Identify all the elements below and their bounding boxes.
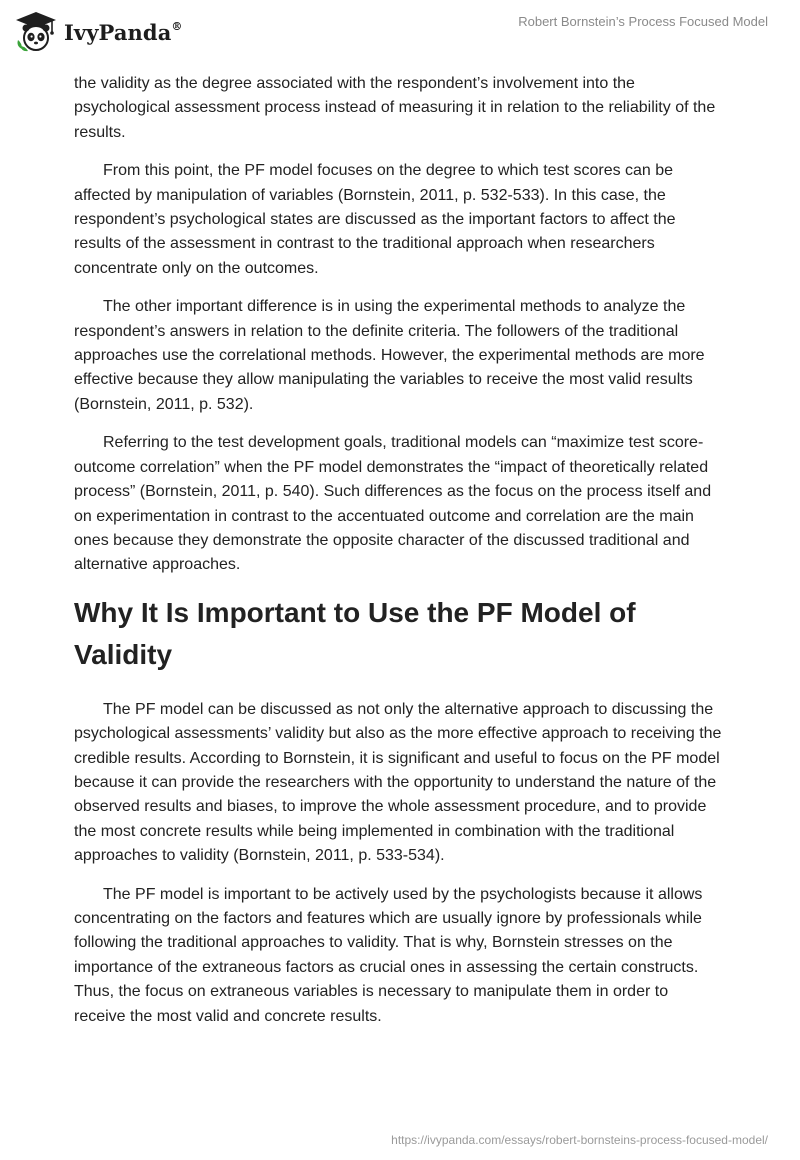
paragraph: Referring to the test development goals, traditional models can “maximize test score-outcome correlation” when the PF model demonstrates the “impact of theoretically related process” (Bornstein, 2011, p. 540). Such differences as the focus on the process itself and on experimentation in contrast to the accentuated outcome and correlation are the main ones because they demonstrate the opposite character of the discussed traditional and alternative approaches. — [74, 434, 712, 574]
section-heading: Why It Is Important to Use the PF Model of Validity — [74, 596, 636, 670]
paragraph: The PF model is important to be actively used by the psychologists because it allows concentrating on the factors and features which are usually ignore by professionals while following the traditional approaches to validity. That is why, Bornstein stresses on the importance of the extraneous factors as crucial ones in assessing the certain constructs. Thus, the focus on extraneous variables is necessary to manipulate them in order to receive the most valid and concrete results. — [74, 885, 703, 1025]
paragraph: the validity as the degree associated with the respondent’s involvement into the psychological assessment process instead of measuring it in relation to the reliability of the results. — [74, 75, 716, 141]
page-header — [0, 0, 800, 66]
ivypanda-logo[interactable] — [14, 10, 183, 54]
paragraph: From this point, the PF model focuses on the degree to which test scores can be affected by manipulation of variables (Bornstein, 2011, p. 532-533). In this case, the respondent’s psychological states are discussed as the important factors to affect the results of the assessment in contrast to the traditional approach when researchers concentrate only on the outcomes. — [74, 162, 676, 277]
panda-graduate-icon — [14, 10, 58, 54]
paragraph: The PF model can be discussed as not only the alternative approach to discussing the psychological assessments’ validity but also as the more effective approach to receiving the credible results. According to Bornstein, it is significant and useful to focus on the PF model because it can provide the researchers with the opportunity to understand the nature of the observed results and biases, to improve the whole assessment procedure, and to provide the most concrete results while being implemented in combination with the traditional approaches to validity (Bornstein, 2011, p. 533-534). — [74, 700, 722, 865]
paragraph: The other important difference is in using the experimental methods to analyze the respondent’s answers in relation to the definite criteria. The followers of the traditional approaches use the correlational methods. However, the experimental methods are more effective because they allow manipulating the variables to receive the most valid results (Bornstein, 2011, p. 532). — [74, 298, 705, 413]
essay-body — [74, 72, 724, 1043]
running-title: Robert Bornstein’s Process Focused Model — [518, 14, 768, 29]
brand-name: IvyPanda® — [64, 19, 183, 45]
source-url[interactable]: https://ivypanda.com/essays/robert-bornsteins-process-focused-model/ — [391, 1133, 768, 1147]
